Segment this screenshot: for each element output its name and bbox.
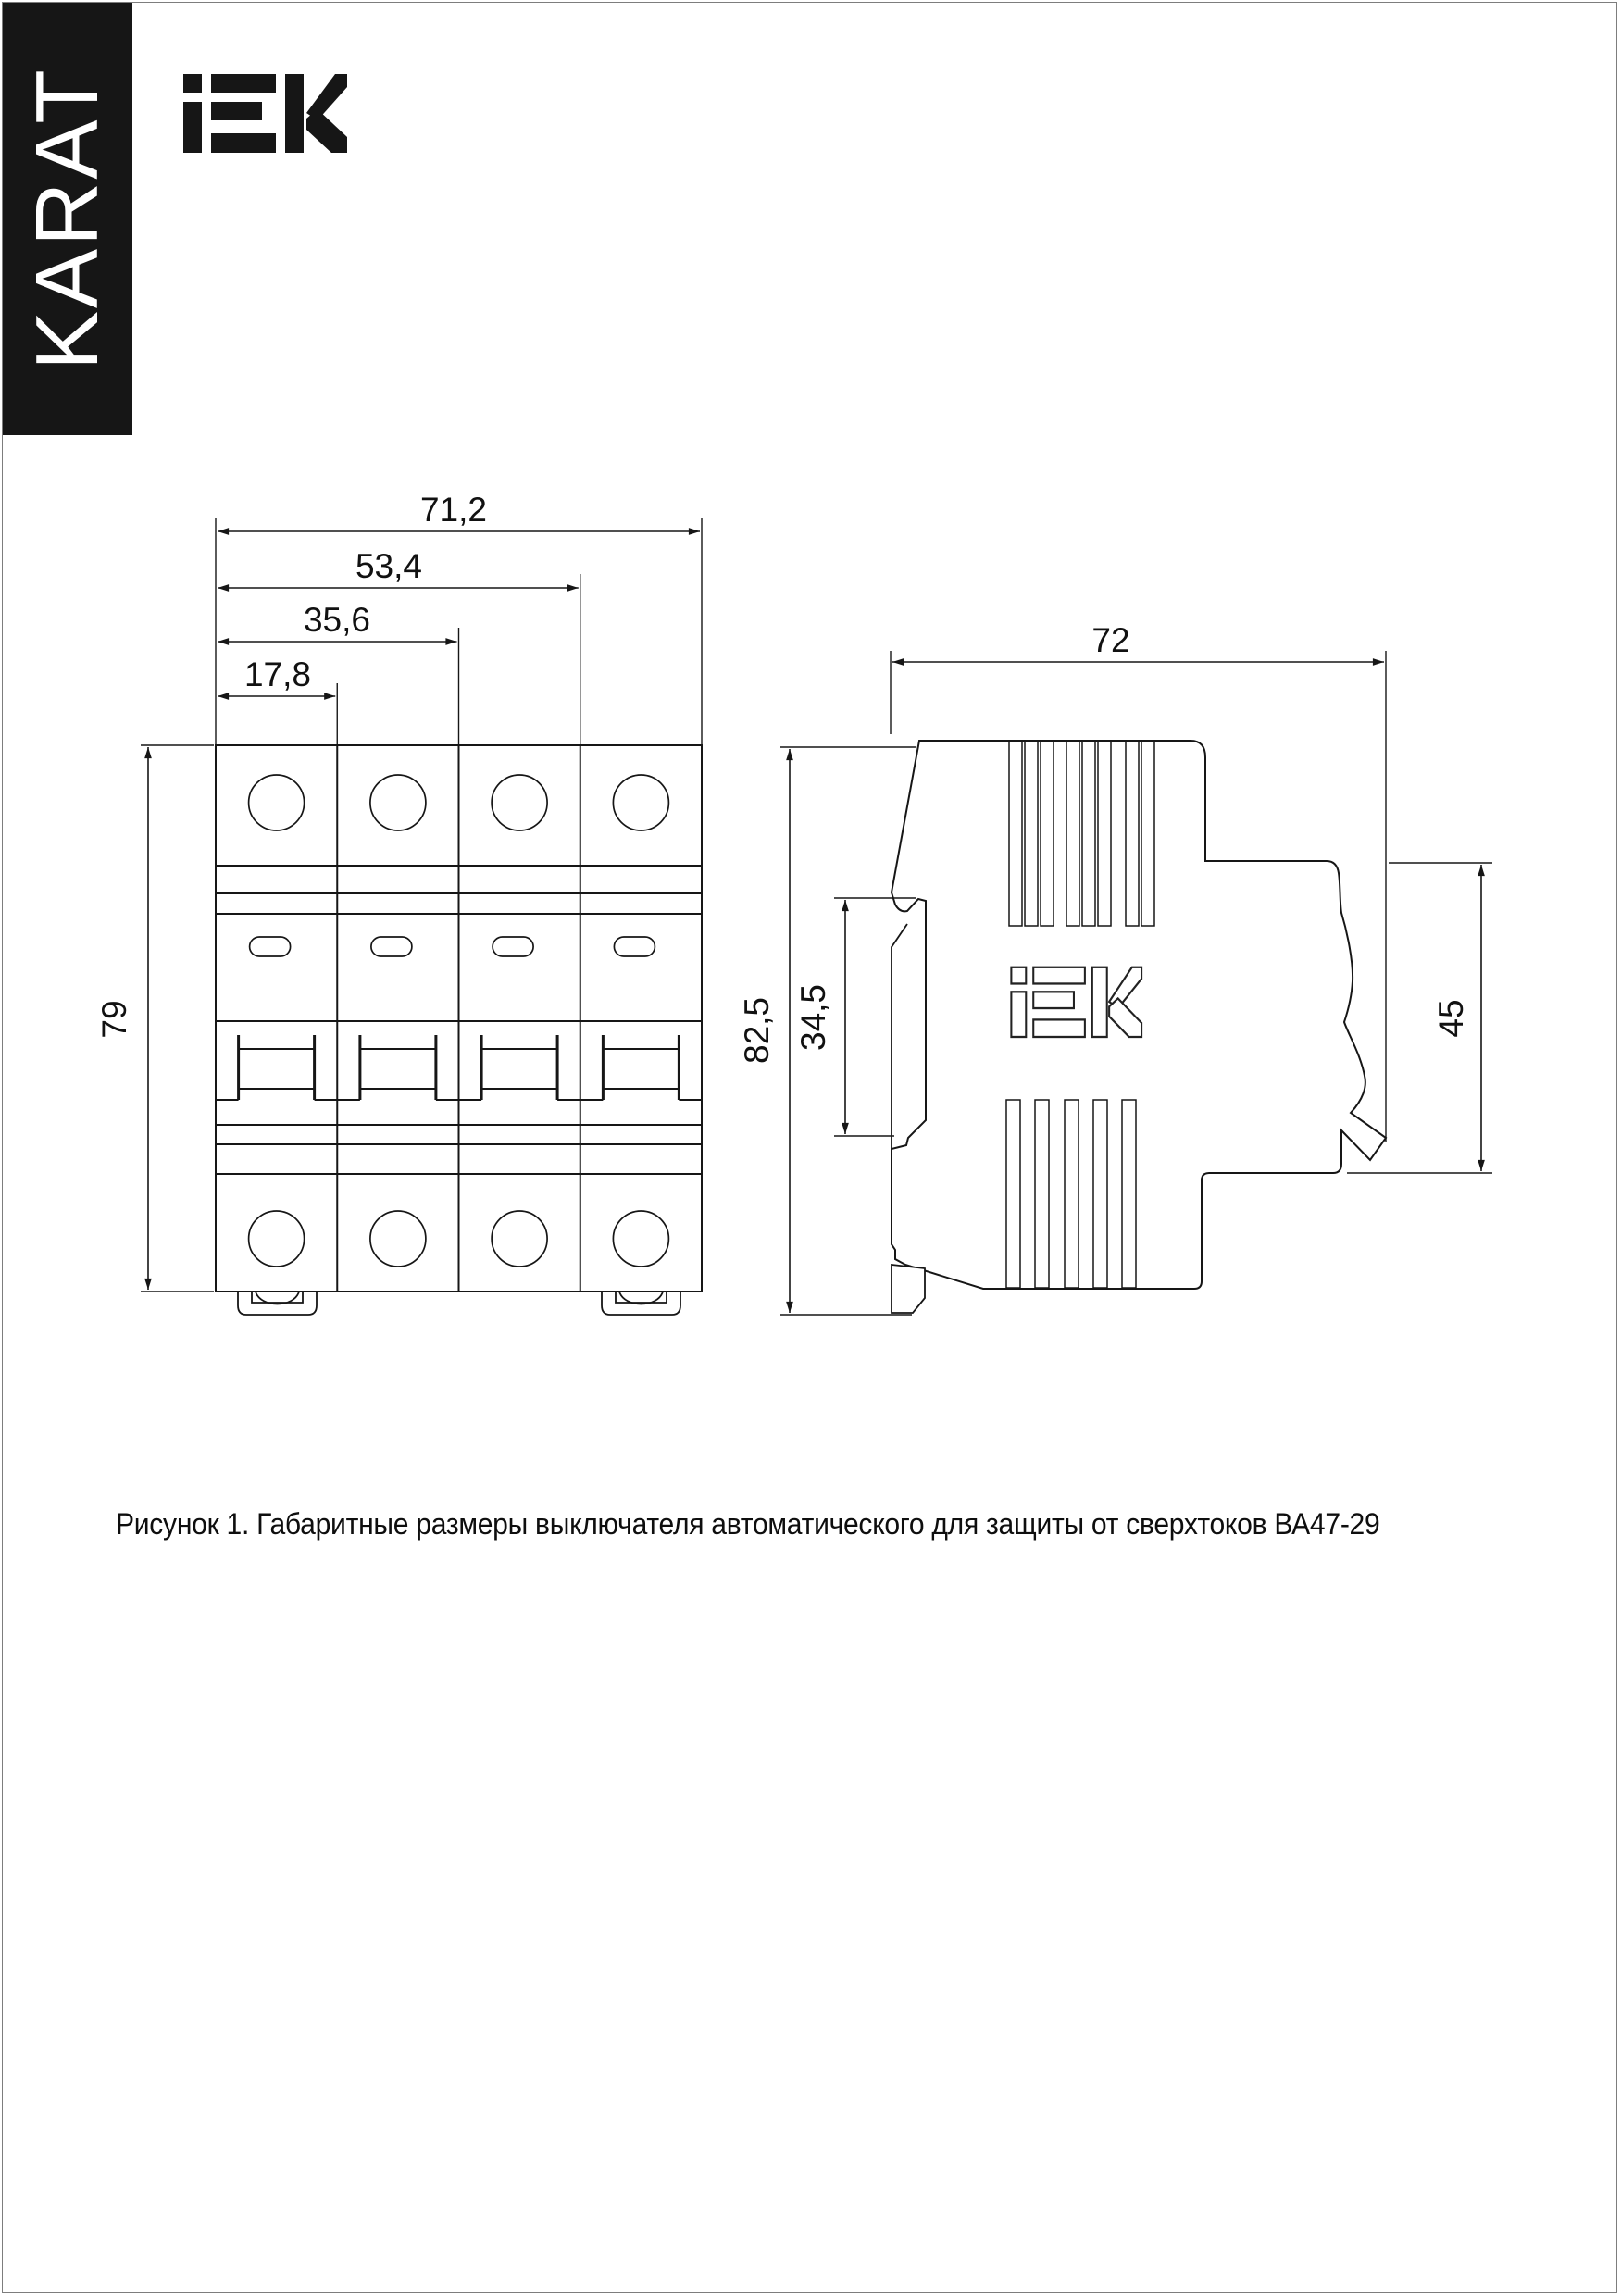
dim-front-width-3pole: 53,4 [355,547,423,585]
karat-banner-label: KARAT [18,67,117,371]
front-view [95,491,702,1315]
dim-side-width: 72 [1091,621,1130,659]
side-view [738,621,1492,1315]
dim-side-height: 82,5 [738,996,776,1065]
dim-front-height: 79 [95,1000,133,1039]
dim-side-front: 45 [1432,999,1470,1038]
dim-front-width-1pole: 17,8 [243,655,312,693]
figure-caption: Рисунок 1. Габаритные размеры выключателя автоматического для защиты от сверхтоков ВА47-29 [116,1507,1380,1541]
dim-front-width-2pole: 35,6 [303,601,371,639]
dim-front-width-overall: 71,2 [419,491,488,529]
dim-side-rail: 34,5 [794,983,832,1052]
